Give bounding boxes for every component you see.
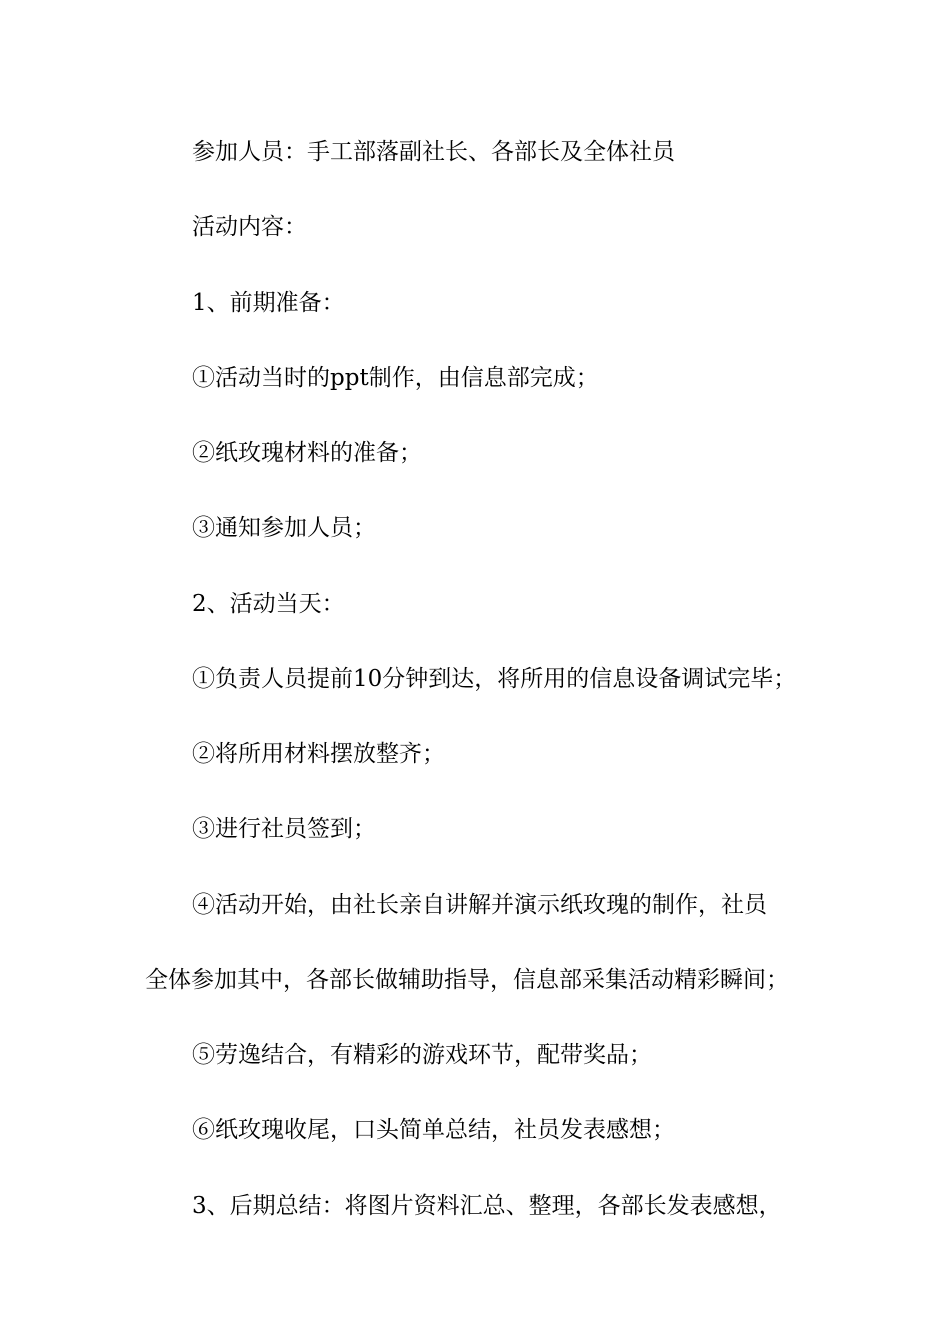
section-2-heading: 2、活动当天： (192, 591, 345, 617)
day-item-4: ④活动开始，由社长亲自讲解并演示纸玫瑰的制作，社员 (192, 892, 767, 918)
section-1-heading: 1、前期准备： (192, 290, 345, 316)
activity-content-heading: 活动内容： (192, 214, 307, 240)
day-item-3: ③进行社员签到； (192, 816, 376, 842)
section-3-summary: 3、后期总结：将图片资料汇总、整理，各部长发表感想， (192, 1193, 782, 1219)
prep-item-1: ①活动当时的ppt制作，由信息部完成； (192, 365, 599, 391)
prep-item-3: ③通知参加人员； (192, 515, 376, 541)
day-item-6: ⑥纸玫瑰收尾，口头简单总结，社员发表感想； (192, 1117, 675, 1143)
day-item-4-continued: 全体参加其中，各部长做辅助指导，信息部采集活动精彩瞬间； (145, 967, 789, 993)
prep-item-2: ②纸玫瑰材料的准备； (192, 440, 422, 466)
day-item-5: ⑤劳逸结合，有精彩的游戏环节，配带奖品； (192, 1042, 652, 1068)
participants-line: 参加人员：手工部落副社长、各部长及全体社员 (192, 139, 675, 165)
day-item-2: ②将所用材料摆放整齐； (192, 741, 445, 767)
day-item-1: ①负责人员提前10分钟到达，将所用的信息设备调试完毕； (192, 666, 797, 692)
